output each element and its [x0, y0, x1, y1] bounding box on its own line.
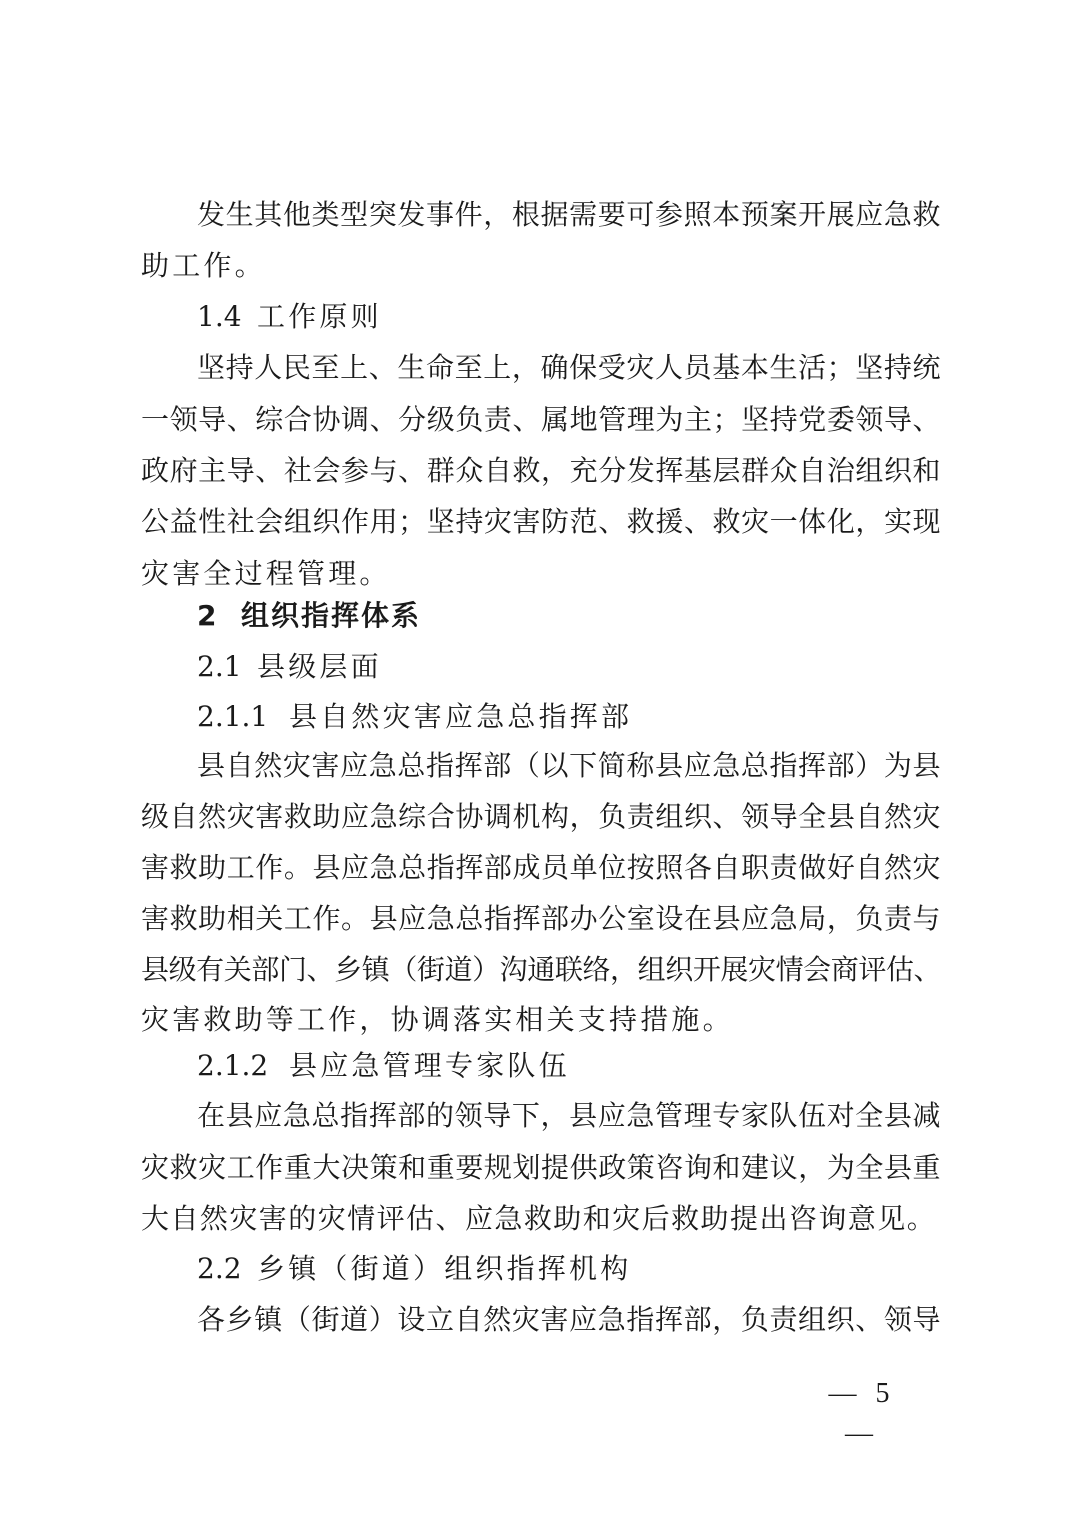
paragraph-line: 大自然灾害的灾情评估、应急救助和灾后救助提出咨询意见。 — [141, 1202, 937, 1235]
heading-title: 县级层面 — [257, 650, 382, 683]
section-heading-2-1 — [197, 647, 941, 687]
section-heading-2-1-2 — [197, 1046, 941, 1086]
paragraph-line: 助工作。 — [141, 249, 266, 282]
heading-number: 2.1.1 — [197, 700, 269, 733]
paragraph-line: 发生其他类型突发事件，根据需要可参照本预案开展应急救 — [197, 198, 941, 231]
heading-number: 2.2 — [197, 1252, 242, 1285]
heading-number: 1.4 — [197, 300, 242, 333]
section-heading-2-2 — [197, 1249, 941, 1289]
page-number: — 5 — — [828, 1378, 896, 1449]
paragraph-line: 县级有关部门、乡镇（街道）沟通联络，组织开展灾情会商评估、 — [141, 953, 941, 986]
heading-title: 乡镇（街道）组织指挥机构 — [257, 1252, 632, 1285]
paragraph-line: 政府主导、社会参与、群众自救，充分发挥基层群众自治组织和 — [141, 454, 941, 487]
paragraph-line: 在县应急总指挥部的领导下，县应急管理专家队伍对全县减 — [197, 1099, 941, 1132]
section-heading-2-1-1 — [197, 697, 941, 737]
heading-title: 工作原则 — [257, 300, 382, 333]
paragraph-line: 坚持人民至上、生命至上，确保受灾人员基本生活；坚持统 — [197, 351, 941, 384]
paragraph-line: 县自然灾害应急总指挥部（以下简称县应急总指挥部）为县 — [197, 749, 941, 782]
paragraph-line: 灾害救助等工作，协调落实相关支持措施。 — [141, 1003, 734, 1036]
heading-title: 县应急管理专家队伍 — [289, 1049, 570, 1082]
heading-title: 组织指挥体系 — [241, 599, 422, 632]
heading-number: 2 — [197, 599, 217, 632]
paragraph-line: 级自然灾害救助应急综合协调机构，负责组织、领导全县自然灾 — [141, 800, 941, 833]
paragraph-line: 灾害全过程管理。 — [141, 557, 391, 590]
section-heading-1-4 — [197, 297, 941, 337]
heading-title: 县自然灾害应急总指挥部 — [289, 700, 633, 733]
section-heading-2 — [197, 596, 941, 636]
paragraph-line: 害救助相关工作。县应急总指挥部办公室设在县应急局，负责与 — [141, 902, 941, 935]
paragraph-line: 灾救灾工作重大决策和重要规划提供政策咨询和建议，为全县重 — [141, 1151, 941, 1184]
paragraph-line: 一领导、综合协调、分级负责、属地管理为主；坚持党委领导、 — [141, 403, 941, 436]
paragraph-line: 各乡镇（街道）设立自然灾害应急指挥部，负责组织、领导 — [197, 1303, 941, 1336]
paragraph-line: 害救助工作。县应急总指挥部成员单位按照各自职责做好自然灾 — [141, 851, 941, 884]
heading-number: 2.1 — [197, 650, 242, 683]
paragraph-line: 公益性社会组织作用；坚持灾害防范、救援、救灾一体化，实现 — [141, 505, 941, 538]
heading-number: 2.1.2 — [197, 1049, 269, 1082]
